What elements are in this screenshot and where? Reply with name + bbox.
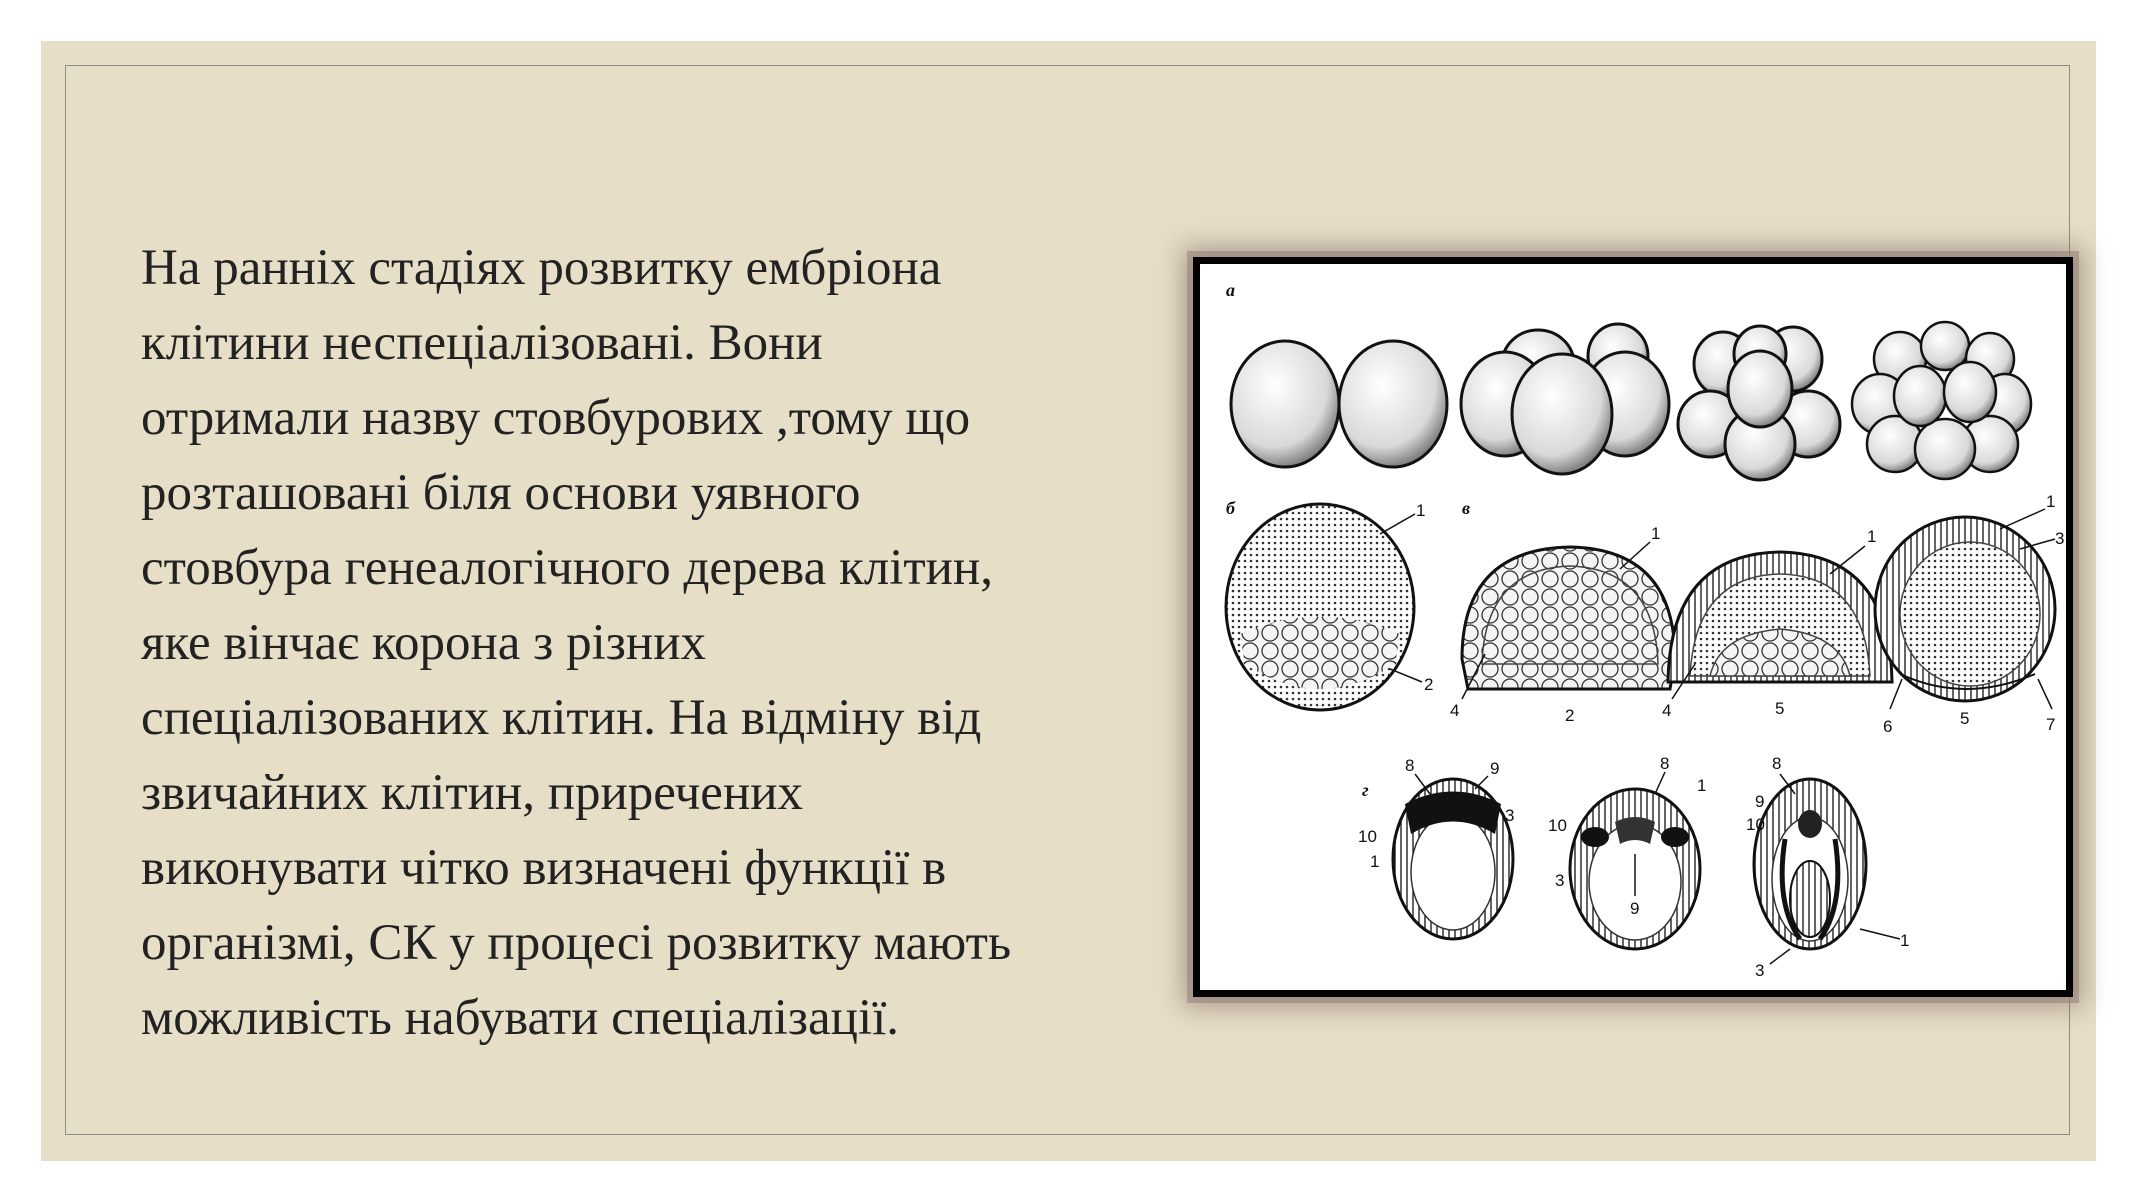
label-1: 1: [1416, 501, 1426, 520]
text-line: клітини неспеціалізовані. Вони: [141, 315, 823, 371]
morula-stage: [1852, 322, 2031, 479]
label-9: 9: [1755, 792, 1765, 811]
label-6: 6: [1883, 717, 1893, 736]
label-5: 5: [1960, 709, 1970, 728]
neurula-2: [1570, 772, 1700, 949]
label-10: 10: [1358, 827, 1377, 846]
text-line: звичайних клітин, приречених: [141, 765, 804, 821]
label-3: 3: [1755, 961, 1765, 980]
slide: [41, 41, 2096, 1161]
text-line: На ранніх стадіях розвитку ембріона: [141, 240, 942, 296]
neurula-3: [1754, 774, 1900, 964]
label-1: 1: [1697, 776, 1707, 795]
label-4: 4: [1450, 701, 1460, 720]
four-cell-stage: [1461, 324, 1669, 474]
label-1: 1: [1370, 852, 1380, 871]
label-3: 3: [1555, 871, 1565, 890]
label-1: 1: [1651, 524, 1661, 543]
panel-label-a: а: [1226, 280, 1235, 300]
panel-label-v: в: [1462, 498, 1471, 518]
blastula: [1226, 504, 1422, 710]
label-2: 2: [1424, 675, 1434, 694]
label-1: 1: [2046, 492, 2056, 511]
label-10: 10: [1548, 816, 1567, 835]
embryo-illustration: [1200, 264, 2066, 990]
late-gastrula: [1875, 509, 2055, 709]
neurula-1: [1393, 774, 1513, 939]
panel-label-g: г: [1362, 780, 1369, 800]
text-line: отримали назву стовбурових ,тому що: [141, 390, 971, 446]
label-8: 8: [1405, 756, 1415, 775]
text-line: розташовані біля основи уявного: [141, 465, 861, 521]
text-line: виконувати чітко визначені функції в: [141, 840, 947, 896]
label-10: 10: [1746, 815, 1765, 834]
label-9: 9: [1630, 899, 1640, 918]
text-line: можливість набувати спеціалізації.: [141, 990, 900, 1046]
mid-gastrula: [1668, 546, 1892, 699]
label-1: 1: [1900, 931, 1910, 950]
panel-label-b: б: [1226, 498, 1235, 518]
label-1: 1: [1867, 527, 1877, 546]
label-3: 3: [1505, 806, 1515, 825]
label-8: 8: [1660, 754, 1670, 773]
label-8: 8: [1772, 754, 1782, 773]
label-4: 4: [1662, 701, 1672, 720]
label-5: 5: [1775, 699, 1785, 718]
text-line: спеціалізованих клітин. На відміну від: [141, 690, 982, 746]
text-line: стовбура генеалогічного дерева клітин,: [141, 540, 993, 596]
eight-cell-stage: [1678, 326, 1840, 480]
label-7: 7: [2046, 715, 2056, 734]
label-2: 2: [1565, 706, 1575, 725]
text-line: організмі, СК у процесі розвитку мають: [141, 915, 1012, 971]
label-3: 3: [2055, 529, 2065, 548]
text-line: яке вінчає корона з різних: [141, 615, 706, 671]
embryo-development-figure: [1193, 257, 2073, 997]
two-cell-stage: [1231, 341, 1447, 467]
body-text: [141, 231, 1181, 1056]
label-9: 9: [1490, 759, 1500, 778]
early-gastrula: [1462, 542, 1675, 699]
